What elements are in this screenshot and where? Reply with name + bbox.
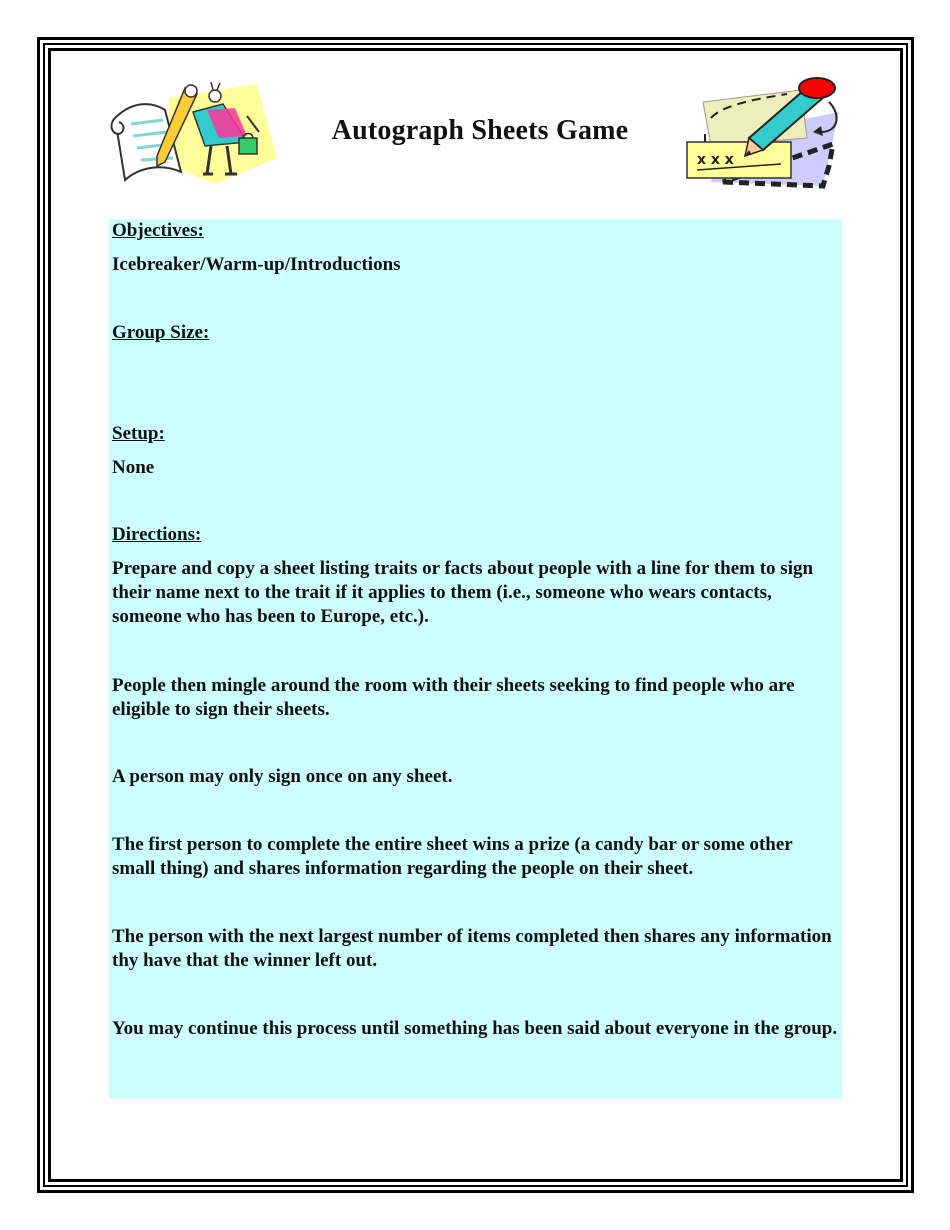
directions-paragraph: The person with the next largest number of items completed then shares any information thy have that the winner left out. (112, 926, 832, 971)
content-box (109, 219, 842, 1099)
signature-marks: x x x (697, 152, 734, 168)
directions-paragraph: A person may only sign once on any sheet. (112, 766, 453, 787)
directions-paragraph: You may continue this process until something has been said about everyone in the group. (112, 1018, 838, 1039)
objectives-text: Icebreaker/Warm-up/Introductions (112, 254, 401, 275)
objectives-heading: Objectives: (112, 220, 204, 241)
directions-paragraph: The first person to complete the entire sheet wins a prize (a candy bar or some other small thing) and shares information regarding the people on their sheet. (112, 834, 793, 879)
directions-paragraph: Prepare and copy a sheet listing traits or facts about people with a line for them to sign their name next to the trait if it applies to them (i.e., someone who wears contacts, someone who has been to Europe, etc.). (112, 558, 814, 627)
writer-with-pencil-clipart (107, 80, 279, 190)
pencil-signing-paper-clipart (683, 74, 843, 192)
page-title: Autograph Sheets Game (331, 115, 629, 146)
setup-heading: Setup: (112, 423, 165, 444)
group-size-heading: Group Size: (112, 322, 210, 343)
directions-heading: Directions: (112, 524, 202, 545)
setup-text: None (112, 457, 155, 478)
directions-paragraph: People then mingle around the room with their sheets seeking to find people who are eligible to sign their sheets. (112, 675, 795, 720)
